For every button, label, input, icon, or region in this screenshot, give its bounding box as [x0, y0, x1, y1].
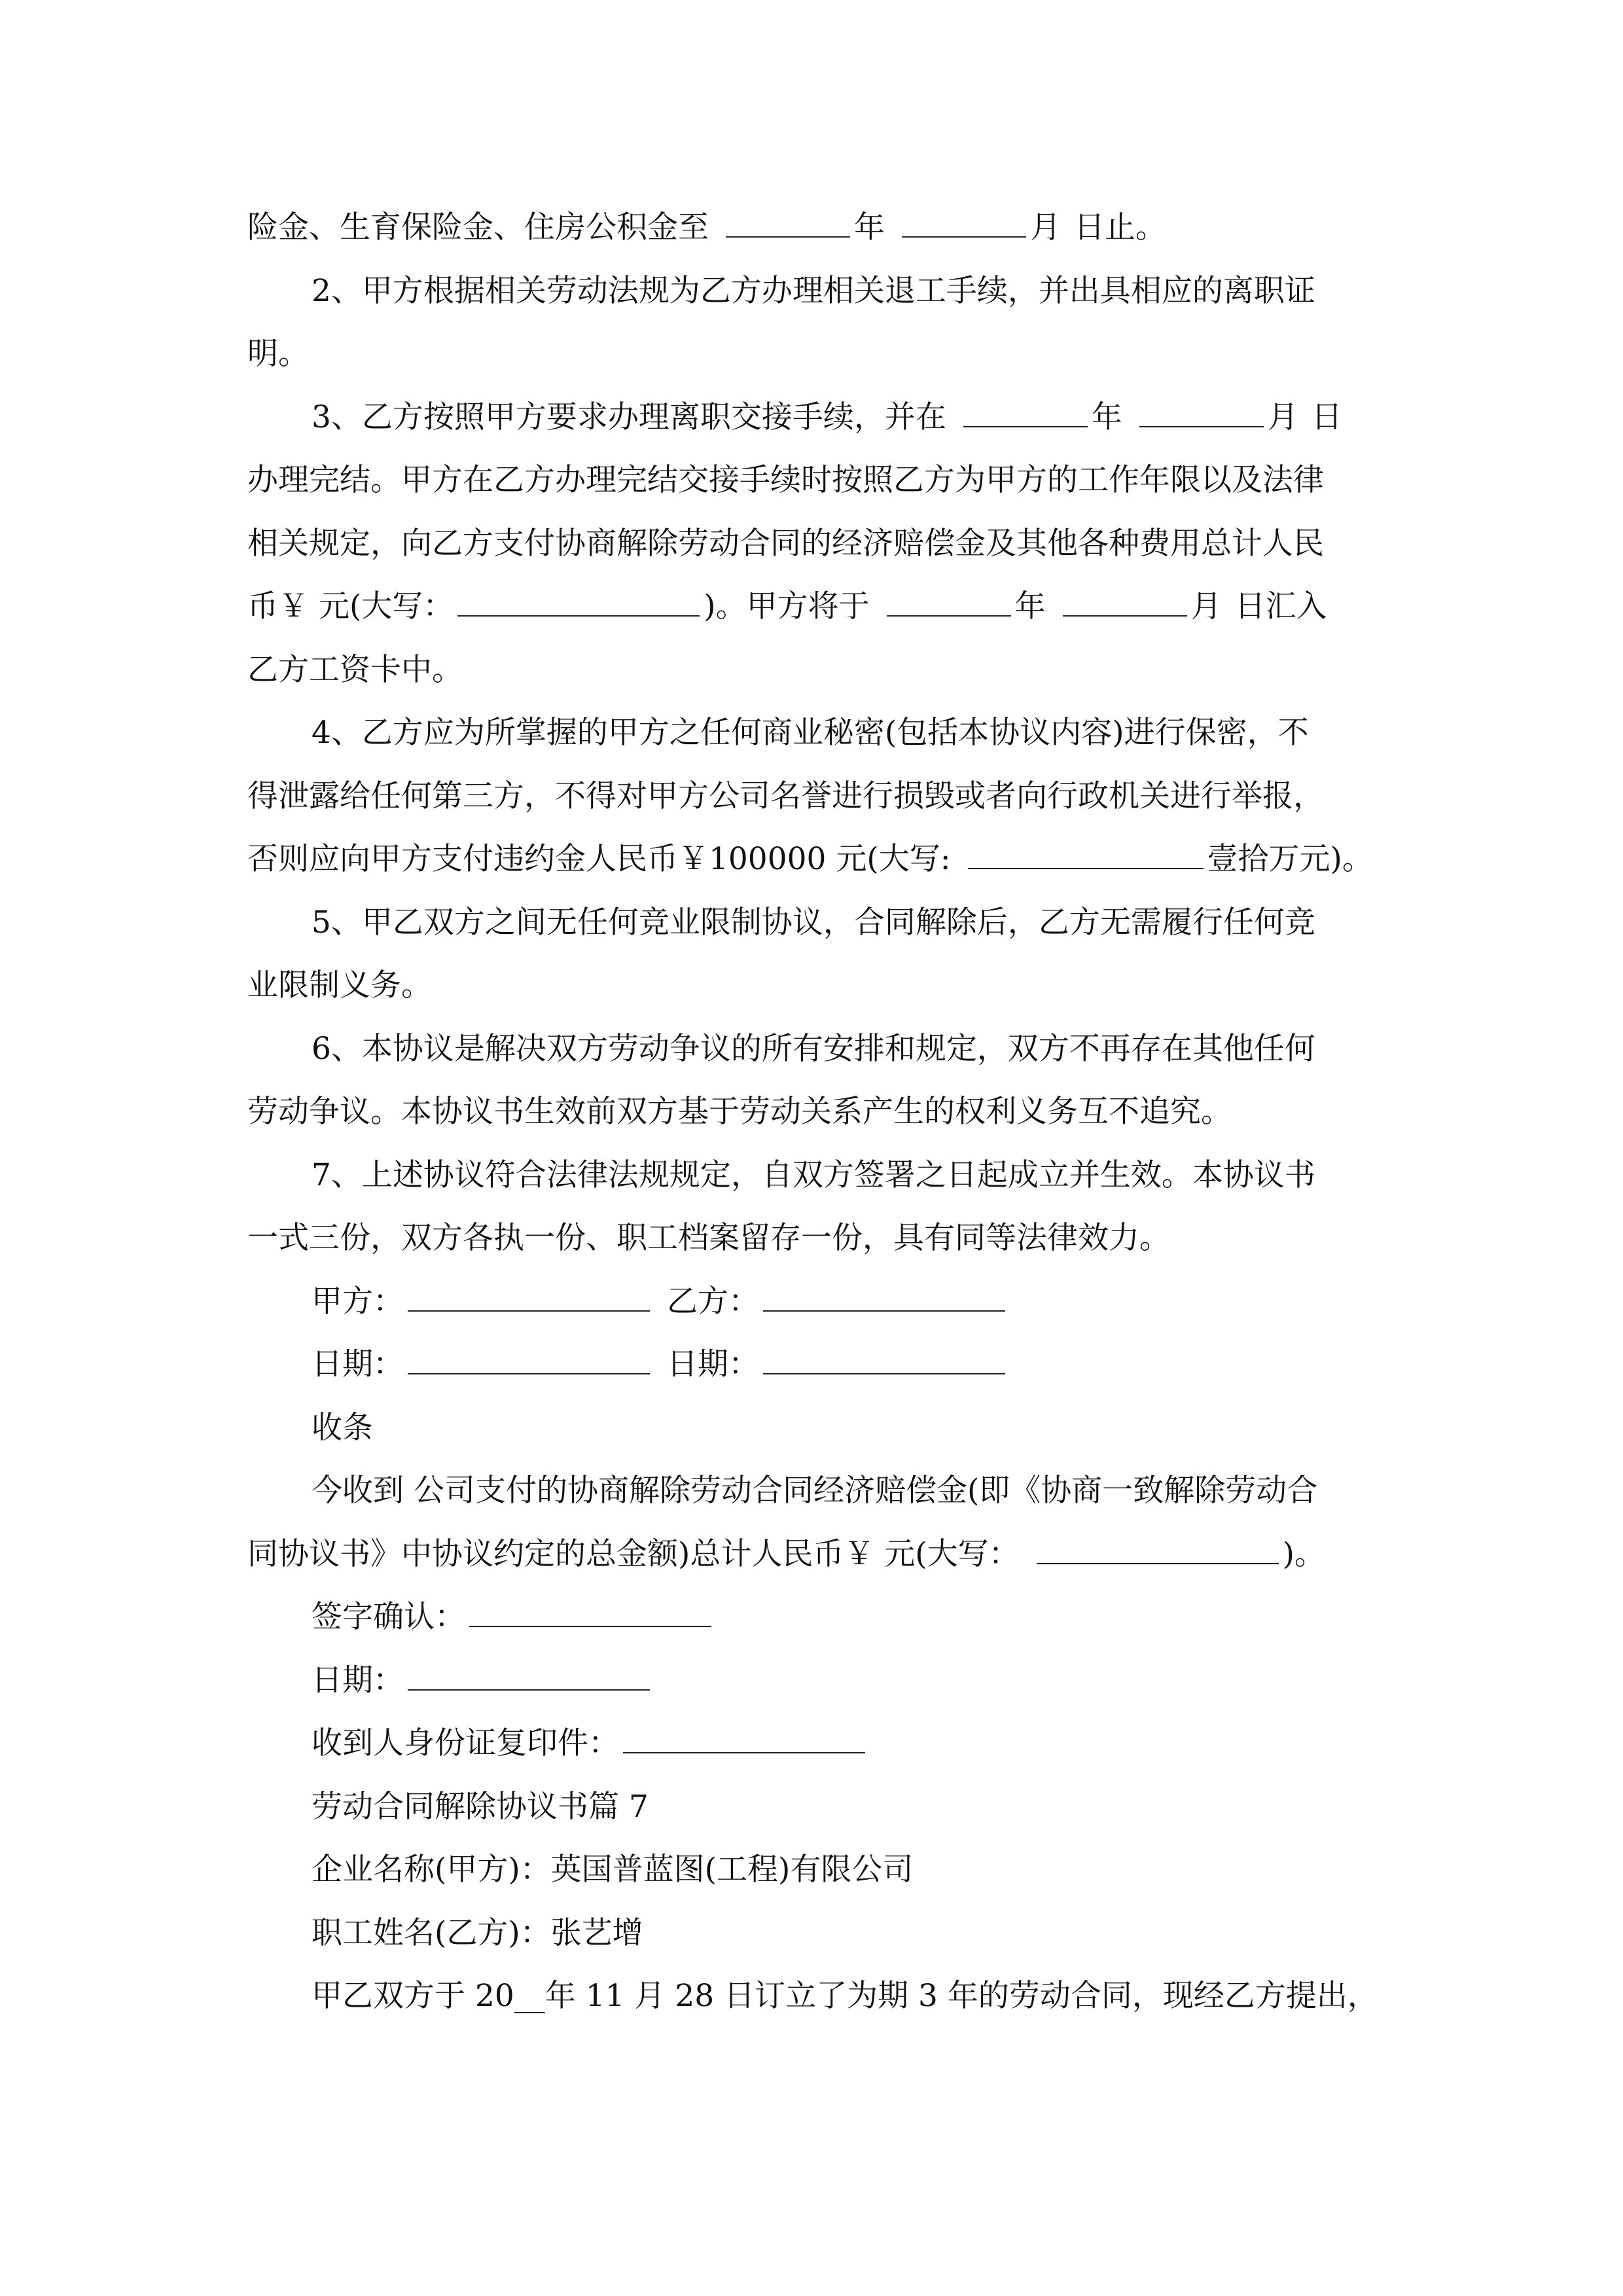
fill-blank [1063, 586, 1187, 617]
fill-blank [887, 586, 1011, 617]
fill-blank [408, 1660, 650, 1691]
text-line: 4、乙方应为所掌握的甲方之任何商业秘密(包括本协议内容)进行保密，不 [312, 715, 1309, 751]
text-line: 职工姓名(乙方)：张艺增 [312, 1914, 643, 1951]
text-segment: 3、乙方按照甲方要求办理离职交接手续，并在 [312, 399, 946, 435]
text-segment: 否则应向甲方支付违约金人民币￥100000 元(大写: [247, 841, 951, 877]
text-line: 相关规定，向乙方支付协商解除劳动合同的经济赔偿金及其他各种费用总计人民 [247, 525, 1324, 562]
fill-blank [408, 1281, 650, 1312]
text-line: 办理完结。甲方在乙方办理完结交接手续时按照乙方为甲方的工作年限以及法律 [247, 462, 1324, 498]
text-line: 7、上述协议符合法律法规规定，自双方签署之日起成立并生效。本协议书 [312, 1157, 1315, 1193]
fill-blank [457, 586, 700, 617]
text-line: 劳动争议。本协议书生效前双方基于劳动关系产生的权利义务互不追究。 [247, 1094, 1232, 1130]
text-line: 明。 [247, 336, 309, 372]
text-line: 一式三份，双方各执一份、职工档案留存一份，具有同等法律效力。 [247, 1220, 1170, 1256]
text-segment: 险金、生育保险金、住房公积金至 [247, 209, 709, 245]
text-segment: 月 [1190, 588, 1222, 624]
fill-blank [963, 397, 1088, 427]
fill-blank [1037, 1534, 1279, 1564]
fill-blank [763, 1281, 1005, 1312]
text-segment: 日 [1311, 399, 1342, 435]
text-line: 业限制义务。 [247, 967, 432, 1003]
fill-blank [902, 207, 1026, 238]
text-segment: 日期： [312, 1346, 404, 1382]
fill-blank [726, 207, 850, 238]
text-segment: 月 [1030, 209, 1061, 245]
text-segment: )。甲方将于 [704, 588, 870, 624]
text-line [247, 575, 1380, 639]
text-line: 乙方工资卡中。 [247, 651, 463, 688]
text-segment: 签字确认： [312, 1599, 465, 1635]
text-segment: 日期： [312, 1662, 404, 1698]
text-line: 2、甲方根据相关劳动法规为乙方办理相关退工手续，并出具相应的离职证 [312, 272, 1315, 309]
text-segment: 壹拾万元)。 [1207, 841, 1373, 877]
fill-blank [469, 1596, 711, 1627]
text-segment: 日期： [667, 1346, 759, 1382]
date-line [247, 1649, 1380, 1713]
fill-blank [408, 1344, 650, 1374]
text-line [247, 386, 1380, 450]
fill-blank [623, 1723, 865, 1753]
text-segment: 日止。 [1074, 209, 1166, 245]
text-line: 5、甲乙双方之间无任何竞业限制协议，合同解除后，乙方无需履行任何竞 [312, 904, 1315, 941]
text-segment: 甲方： [312, 1283, 404, 1319]
text-line [247, 1523, 1380, 1587]
text-segment: 收到人身份证复印件： [312, 1725, 619, 1761]
date-line [247, 1333, 1380, 1397]
text-line [247, 196, 1380, 260]
text-segment: 年 [1014, 588, 1046, 624]
section-heading: 劳动合同解除协议书篇 7 [312, 1788, 649, 1825]
text-segment: 乙方： [667, 1283, 759, 1319]
document-body [247, 196, 1380, 2028]
text-segment: 同协议书》中协议约定的总金额)总计人民币￥ 元(大写： [247, 1535, 1020, 1572]
text-segment: 日汇入 [1234, 588, 1327, 624]
text-segment: 币￥ 元(大写： [247, 588, 454, 624]
signature-line [247, 1586, 1380, 1649]
id-copy-line [247, 1712, 1380, 1776]
text-line: 得泄露给任何第三方，不得对甲方公司名誉进行损毁或者向行政机关进行举报， [247, 778, 1324, 814]
fill-blank [763, 1344, 1005, 1374]
text-line [247, 828, 1380, 891]
text-line: 甲乙双方于 20__年 11 月 28 日订立了为期 3 年的劳动合同，现经乙方提出， [312, 1978, 1378, 2014]
text-segment: 年 [1091, 399, 1122, 435]
signature-line [247, 1270, 1380, 1334]
section-heading: 收条 [312, 1409, 373, 1446]
text-segment: 年 [854, 209, 885, 245]
text-line: 6、本协议是解决双方劳动争议的所有安排和规定，双方不再存在其他任何 [312, 1030, 1315, 1067]
text-segment: 月 [1267, 399, 1298, 435]
text-segment: )。 [1282, 1535, 1325, 1572]
fill-blank [968, 838, 1204, 869]
text-line: 企业名称(甲方)：英国普蓝图(工程)有限公司 [312, 1852, 914, 1888]
text-line: 今收到 公司支付的协商解除劳动合同经济赔偿金(即《协商一致解除劳动合 [312, 1473, 1318, 1509]
fill-blank [1139, 397, 1264, 427]
